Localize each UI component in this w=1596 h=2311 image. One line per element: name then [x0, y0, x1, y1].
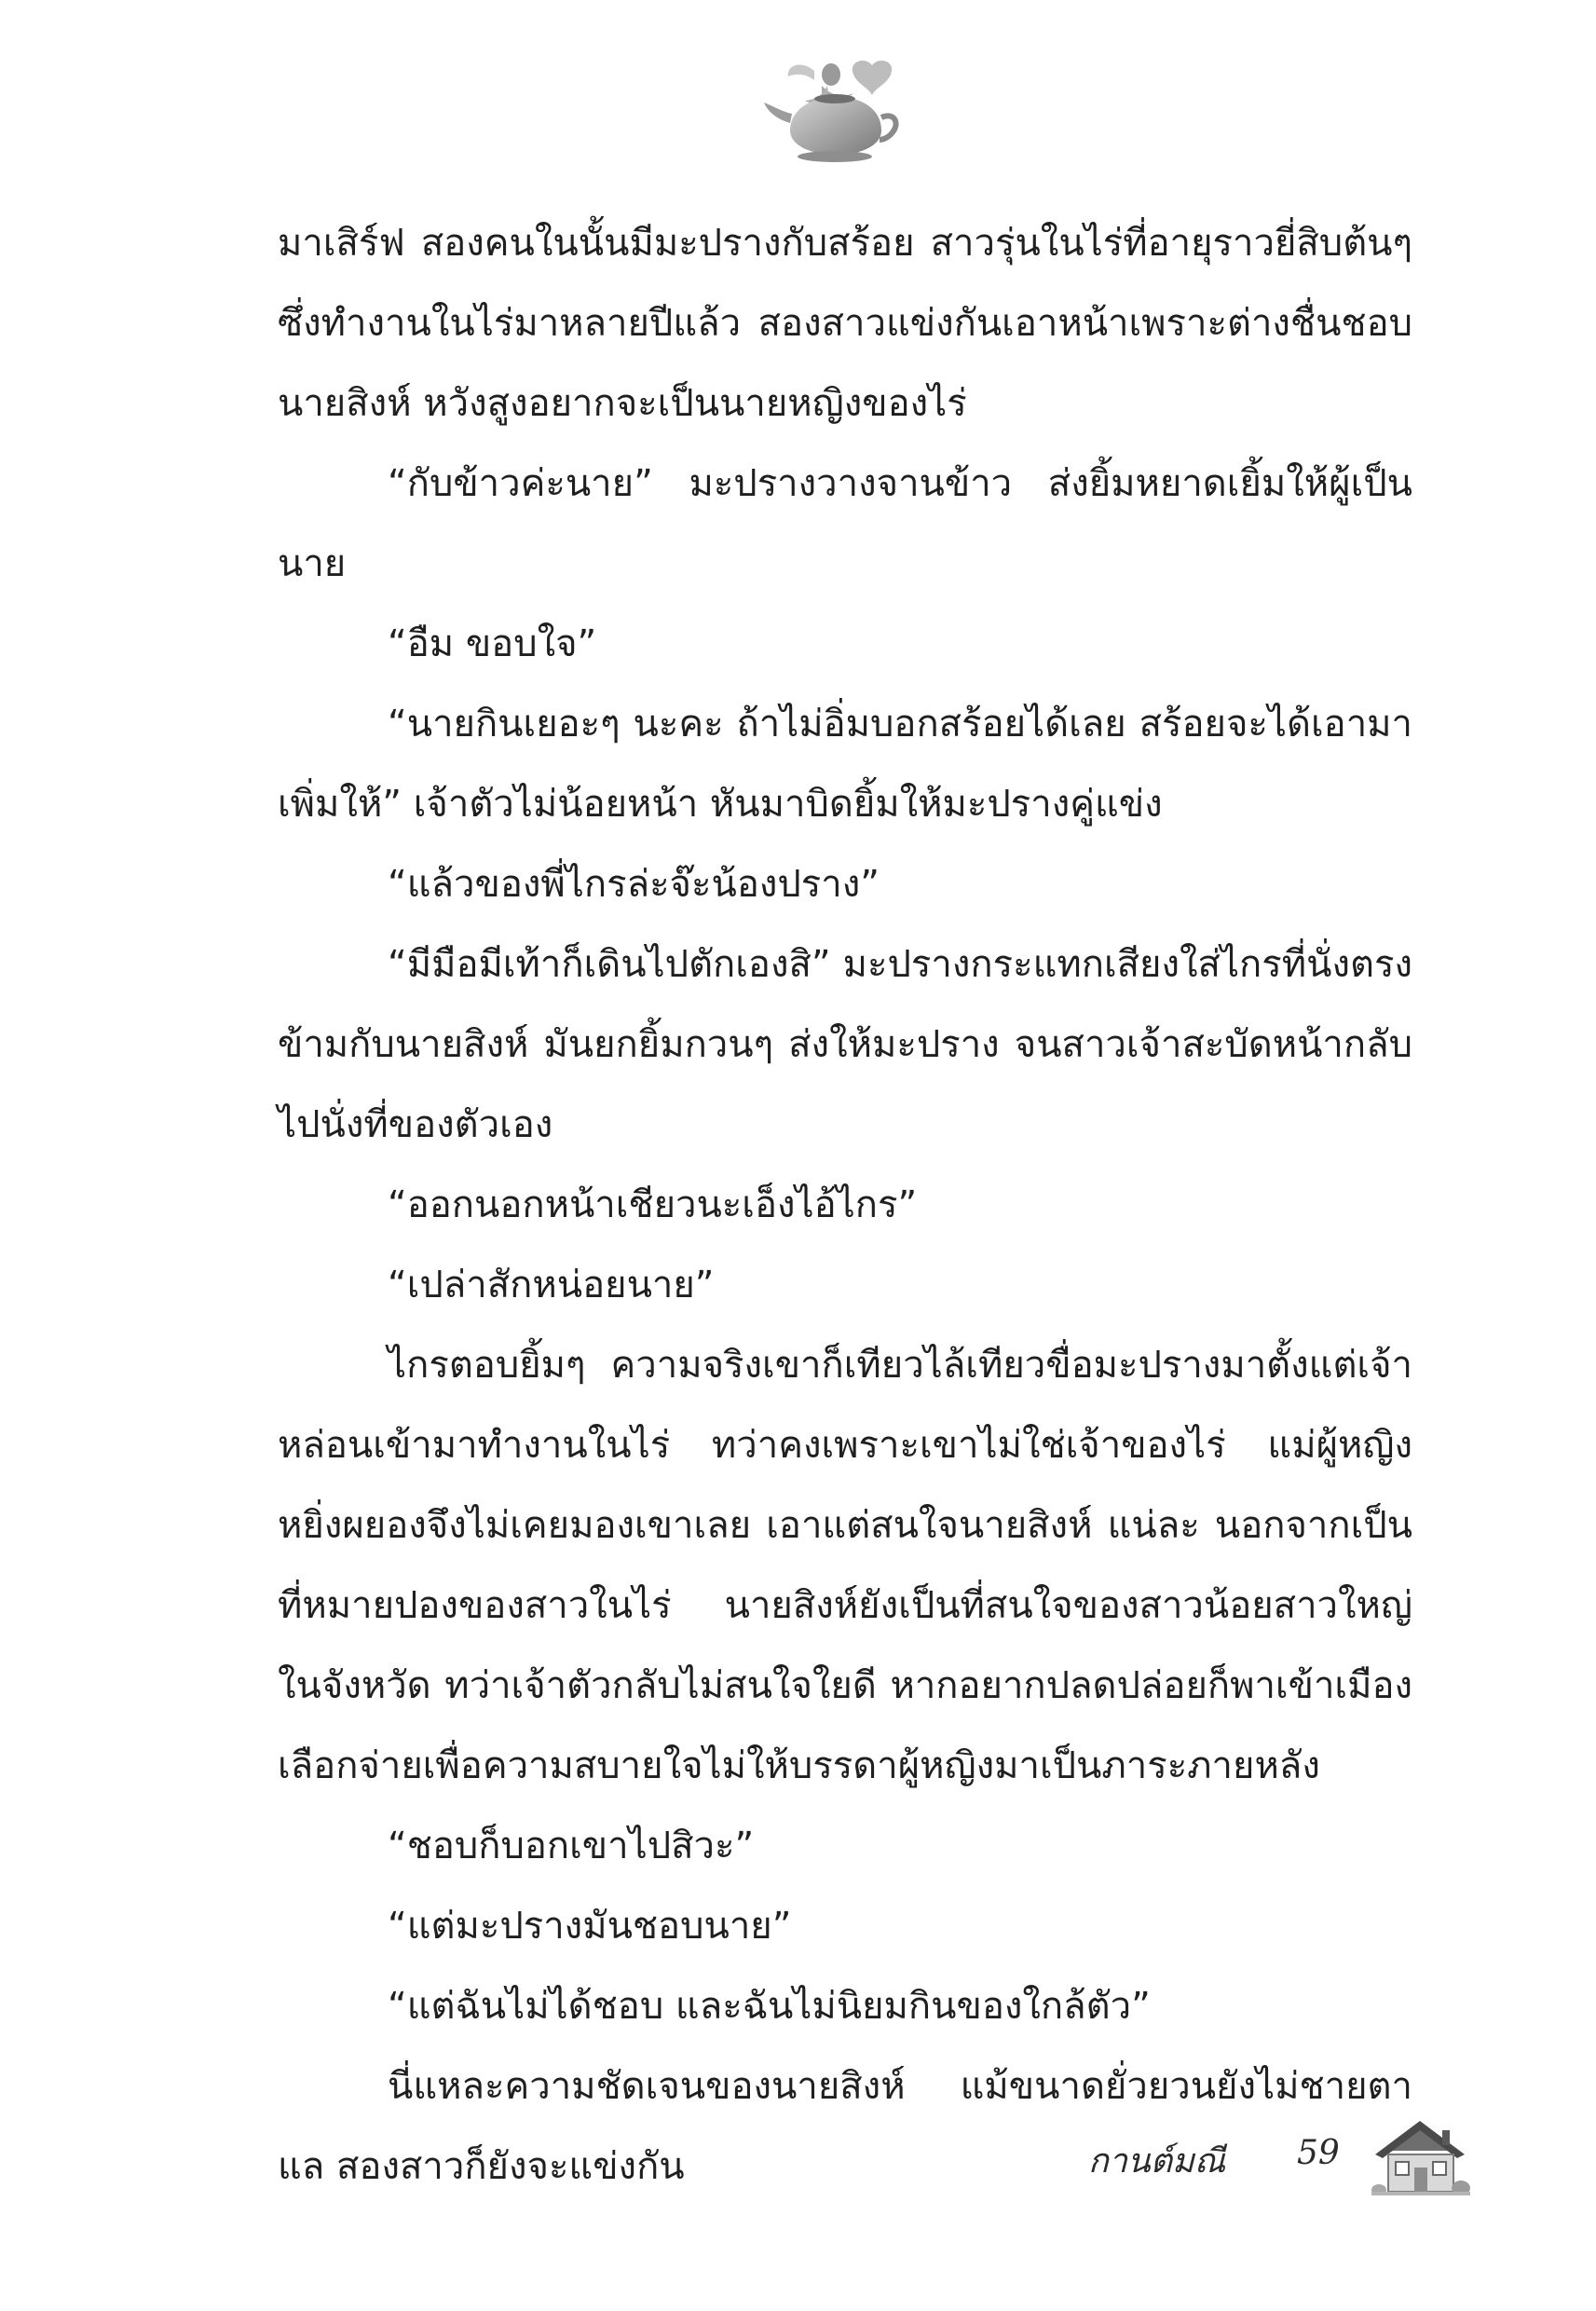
paragraph: “ออกนอกหน้าเชียวนะเอ็งไอ้ไกร” — [388, 1183, 918, 1226]
house-icon — [1368, 2113, 1472, 2199]
paragraph: “อืม ขอบใจ” — [388, 622, 597, 665]
paragraph: นี่แหละความชัดเจนของนายสิงห์ แม้ขนาดยั่วยวนยังไม่ชายตาแล สองสาวก็ยังจะแข่งกัน — [278, 2065, 1412, 2188]
paragraph: ไกรตอบยิ้มๆ ความจริงเขาก็เทียวไล้เทียวขื่อมะปรางมาตั้งแต่เจ้าหล่อนเข้ามาทำงานในไร่ ทว่าคงเพราะเขาไม่ใช่เจ้าของไร่ แม่ผู้หญิงหยิ่งผยองจึงไม่เคยมองเขาเลย เอาแต่สนใจนายสิงห์ แน่ละ นอกจากเป็นที่หมายปองของสาวในไร่ นายสิงห์ยังเป็นที่สนใจของสาวน้อยสาวใหญ่ในจังหวัด ทว่าเจ้าตัวกลับไม่สนใจใยดี หากอยากปลดปล่อยก็พาเข้าเมืองเลือกจ่ายเพื่อความสบายใจไม่ให้บรรดาผู้หญิงมาเป็นภาระภายหลัง — [278, 1344, 1412, 1787]
paragraph: “แต่มะปรางมันชอบนาย” — [388, 1905, 792, 1948]
paragraph: “แต่ฉันไม่ได้ชอบ และฉันไม่นิยมกินของใกล้ตัว” — [388, 1985, 1151, 2028]
footer-book-title: กานต์มณี — [1088, 2142, 1226, 2181]
page-number: 59 — [1297, 2134, 1340, 2172]
paragraph: มาเสิร์ฟ สองคนในนั้นมีมะปรางกับสร้อย สาวรุ่นในไร่ที่อายุราวยี่สิบต้นๆ ซึ่งทำงานในไร่มาหลายปีแล้ว สองสาวแข่งกันเอาหน้าเพราะต่างชื่นชอบนายสิงห์ หวังสูงอยากจะเป็นนายหญิงของไร่ — [278, 222, 1412, 425]
paragraph: “แล้วของพี่ไกรล่ะจ๊ะน้องปราง” — [388, 863, 880, 906]
teapot-cupid-ornament-icon — [762, 52, 902, 171]
paragraph: “เปล่าสักหน่อยนาย” — [388, 1264, 715, 1306]
story-text — [278, 203, 1412, 2207]
paragraph: “ชอบก็บอกเขาไปสิวะ” — [388, 1825, 755, 1867]
paragraph: “นายกินเยอะๆ นะคะ ถ้าไม่อิ่มบอกสร้อยได้เลย สร้อยจะได้เอามาเพิ่มให้” เจ้าตัวไม่น้อยหน้า หันมาบิดยิ้มให้มะปรางคู่แข่ง — [278, 703, 1412, 826]
paragraph: “กับข้าวค่ะนาย” มะปรางวางจานข้าว ส่งยิ้มหยาดเยิ้มให้ผู้เป็นนาย — [278, 462, 1412, 585]
paragraph: “มีมือมีเท้าก็เดินไปตักเองสิ” มะปรางกระแทกเสียงใส่ไกรที่นั่งตรงข้ามกับนายสิงห์ มันยกยิ้มกวนๆ ส่งให้มะปราง จนสาวเจ้าสะบัดหน้ากลับไปนั่งที่ของตัวเอง — [278, 943, 1412, 1146]
